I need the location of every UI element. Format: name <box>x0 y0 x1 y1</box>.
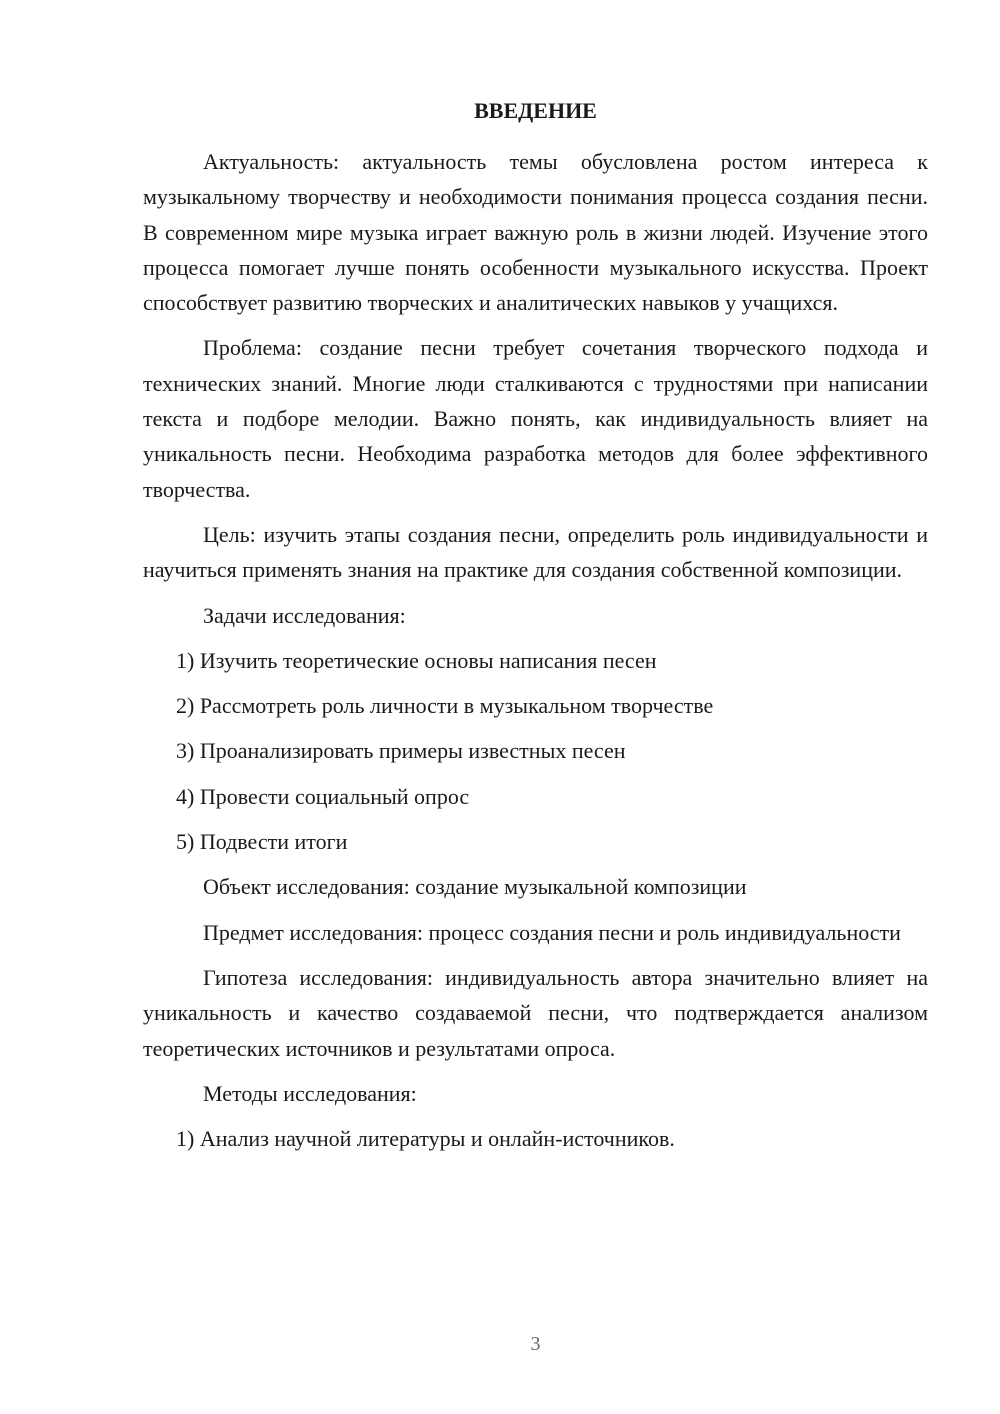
methods-heading: Методы исследования: <box>203 1080 417 1106</box>
paragraph-subject: Предмет исследования: процесс создания песни и роль индивидуальности <box>203 919 901 945</box>
list-item-task-4: 4) Провести социальный опрос <box>176 783 470 809</box>
paragraph-goal: Цель: изучить этапы создания песни, определить роль индивидуальности и научиться применять знания на практике для создания собственной композиции. <box>143 521 928 583</box>
tasks-list <box>143 643 928 859</box>
list-item-task-1: 1) Изучить теоретические основы написания песен <box>176 647 657 673</box>
page-number: 3 <box>530 1333 541 1355</box>
paragraph-problem: Проблема: создание песни требует сочетания творческого подхода и технических знаний. Многие люди сталкиваются с трудностями при написании текста и подборе мелодии. Важно понять, как индивидуальность влияет на уникальность песни. Необходима разработка методов для более эффективного творчества. <box>143 335 928 502</box>
list-item-method-1: 1) Анализ научной литературы и онлайн-источников. <box>176 1126 675 1152</box>
paragraph-object: Объект исследования: создание музыкальной композиции <box>203 874 747 900</box>
section-title: ВВЕДЕНИЕ <box>474 98 597 123</box>
methods-list <box>143 1121 928 1156</box>
list-item-task-5: 5) Подвести итоги <box>176 829 348 855</box>
list-item-task-2: 2) Рассмотреть роль личности в музыкальном творчестве <box>176 693 714 719</box>
paragraph-relevance: Актуальность: актуальность темы обусловлена ростом интереса к музыкальному творчеству и необходимости понимания процесса создания песни. В современном мире музыка играет важную роль в жизни людей. Изучение этого процесса помогает лучше понять особенности музыкального искусства. Проект способствует развитию творческих и аналитических навыков у учащихся. <box>143 149 928 316</box>
document-page <box>143 0 928 1414</box>
document-body <box>143 144 928 1166</box>
list-item-task-3: 3) Проанализировать примеры известных песен <box>176 738 626 764</box>
tasks-heading: Задачи исследования: <box>203 602 406 628</box>
paragraph-hypothesis: Гипотеза исследования: индивидуальность автора значительно влияет на уникальность и качество создаваемой песни, что подтверждается анализом теоретических источников и результатами опроса. <box>143 964 928 1061</box>
